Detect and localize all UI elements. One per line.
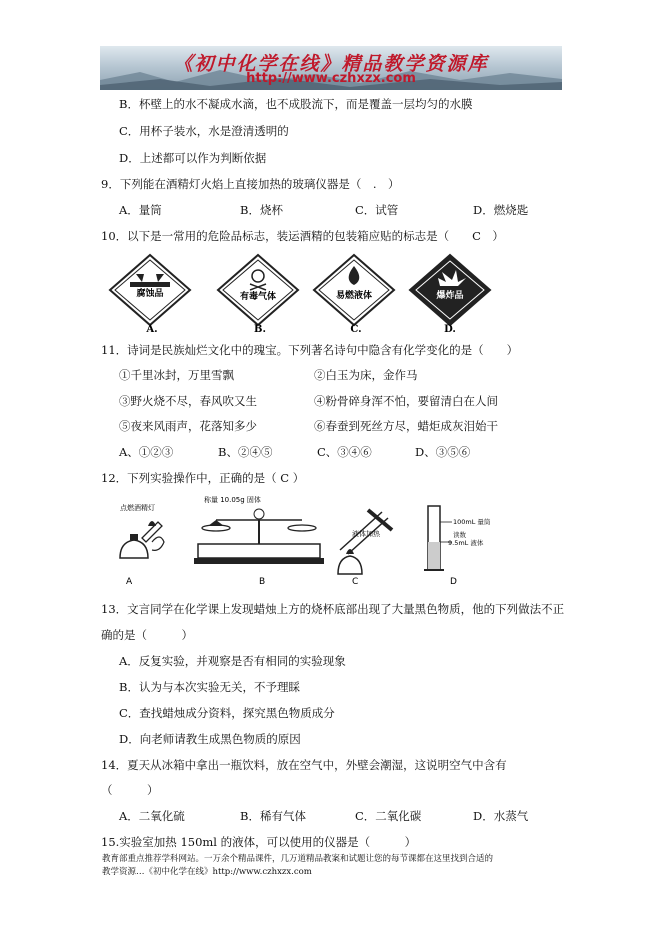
q13-stem-line-2: 确的是（ ） xyxy=(101,628,193,642)
fig-c-label: 液体加热 xyxy=(352,530,380,538)
fig-b-balance xyxy=(194,495,324,587)
q11-stem: 11．诗词是民族灿烂文化中的瑰宝。下列著名诗句中隐含有化学变化的是（ ） xyxy=(101,343,519,357)
fig-c-letter: C xyxy=(352,577,359,587)
flame-icon xyxy=(148,521,156,526)
fig-b-label: 称量 10.05g 固体 xyxy=(204,496,261,504)
hazard-letter-c: C. xyxy=(350,324,362,335)
q11-option-a: A、①②③ xyxy=(119,445,174,459)
fig-b-letter: B xyxy=(259,577,266,587)
hazard-signs-figure xyxy=(100,252,560,334)
q12-stem: 12．下列实验操作中，正确的是（ C ） xyxy=(101,471,305,485)
q13-option-c: C．查找蜡烛成分资料，探究黑色物质成分 xyxy=(119,706,335,720)
q11-item-2: ②白玉为床，金作马 xyxy=(314,368,418,382)
footer-line-2: 教学资源…《初中化学在线》http://www.czhxzx.com xyxy=(102,867,312,877)
q13-option-a: A．反复实验，并观察是否有相同的实验现象 xyxy=(119,654,346,668)
fig-d-cylinder-reading xyxy=(424,506,491,587)
hazard-label-d: 爆炸品 xyxy=(436,291,464,301)
fig-d-label-3: 9.5mL 液体 xyxy=(448,539,484,547)
q9-option-b: B．烧杯 xyxy=(240,203,283,217)
q14-stem-line-2: （ ） xyxy=(101,783,159,797)
fig-a-label: 点燃酒精灯 xyxy=(120,504,155,512)
q9-stem: 9．下列能在酒精灯火焰上直接加热的玻璃仪器是（ . ） xyxy=(101,177,400,191)
alcohol-lamp-icon xyxy=(338,556,362,574)
hazard-letter-b: B. xyxy=(254,324,266,335)
q11-item-5: ⑤夜来风雨声，花落知多少 xyxy=(119,419,257,433)
hazard-letter-a: A. xyxy=(146,324,158,335)
q9-option-d: D．燃烧匙 xyxy=(473,203,529,217)
q11-item-6: ⑥春蚕到死丝方尽，蜡炬成灰泪始干 xyxy=(314,419,498,433)
footer-line-1: 教育部重点推荐学科网站。一万余个精品课件，几万道精品教案和试题让您的每节课都在这里找到合适的 xyxy=(102,854,494,864)
q14-option-d: D．水蒸气 xyxy=(473,809,529,823)
fig-d-label-2: 读数 xyxy=(453,531,466,539)
q13-option-b: B．认为与本次实验无关，不予理睬 xyxy=(119,680,300,694)
fig-c-heating-liquid xyxy=(338,510,392,587)
lab-operations-figure xyxy=(112,492,491,590)
q14-stem-line-1: 14．夏天从冰箱中拿出一瓶饮料，放在空气中，外壁会潮湿，这说明空气中含有 xyxy=(101,758,507,772)
q11-item-1: ①千里冰封，万里雪飘 xyxy=(119,368,234,382)
hazard-letter-d: D. xyxy=(444,324,456,335)
banner-title: 《初中化学在线》精品教学资源库 xyxy=(173,53,489,75)
q14-option-c: C．二氧化碳 xyxy=(355,809,422,823)
q11-option-b: B、②④⑤ xyxy=(218,445,273,459)
q11-item-3: ③野火烧不尽，春风吹又生 xyxy=(119,394,257,408)
hazard-label-c: 易燃液体 xyxy=(335,291,373,301)
q14-option-a: A．二氧化硫 xyxy=(119,809,185,823)
q9-option-c: C．试管 xyxy=(355,203,399,217)
fig-d-letter: D xyxy=(450,577,457,587)
q11-item-4: ④粉骨碎身浑不怕，要留清白在人间 xyxy=(314,394,498,408)
q11-option-d: D、③⑤⑥ xyxy=(415,445,471,459)
hazard-label-a: 腐蚀品 xyxy=(136,289,164,299)
hazard-sign-explosive xyxy=(410,255,490,335)
banner-url: http://www.czhxzx.com xyxy=(246,71,416,86)
fig-d-label-1: 100mL 量筒 xyxy=(453,518,491,526)
q8-option-c: C．用杯子装水，水是澄清透明的 xyxy=(119,124,289,138)
q14-option-b: B．稀有气体 xyxy=(240,809,306,823)
alcohol-lamp-icon xyxy=(120,540,148,558)
hazard-label-b: 有毒气体 xyxy=(239,292,277,302)
hazard-sign-corrosive xyxy=(110,255,190,335)
q13-option-d: D．向老师请教生成黑色物质的原因 xyxy=(119,732,301,746)
q8-option-d: D．上述都可以作为判断依据 xyxy=(119,151,267,165)
q10-stem: 10．以下是一常用的危险品标志，装运酒精的包装箱应贴的标志是（ C ） xyxy=(101,229,504,243)
q11-option-c: C、③④⑥ xyxy=(317,445,372,459)
q13-stem-line-1: 13．文言同学在化学课上发现蜡烛上方的烧杯底部出现了大量黑色物质，他的下列做法不正 xyxy=(101,602,565,616)
header-banner xyxy=(100,46,562,90)
hazard-sign-flammable-liquid xyxy=(314,255,394,335)
fig-a-lighting-lamp xyxy=(120,503,164,587)
q9-option-a: A．量筒 xyxy=(119,203,162,217)
hazard-sign-toxic-gas xyxy=(218,255,298,335)
q15-stem: 15.实验室加热 150ml 的液体，可以使用的仪器是（ ） xyxy=(101,835,417,849)
q8-option-b: B．杯壁上的水不凝成水滴，也不成股流下，而是覆盖一层均匀的水膜 xyxy=(119,97,473,111)
balance-icon xyxy=(198,544,320,558)
fig-a-letter: A xyxy=(126,577,133,587)
